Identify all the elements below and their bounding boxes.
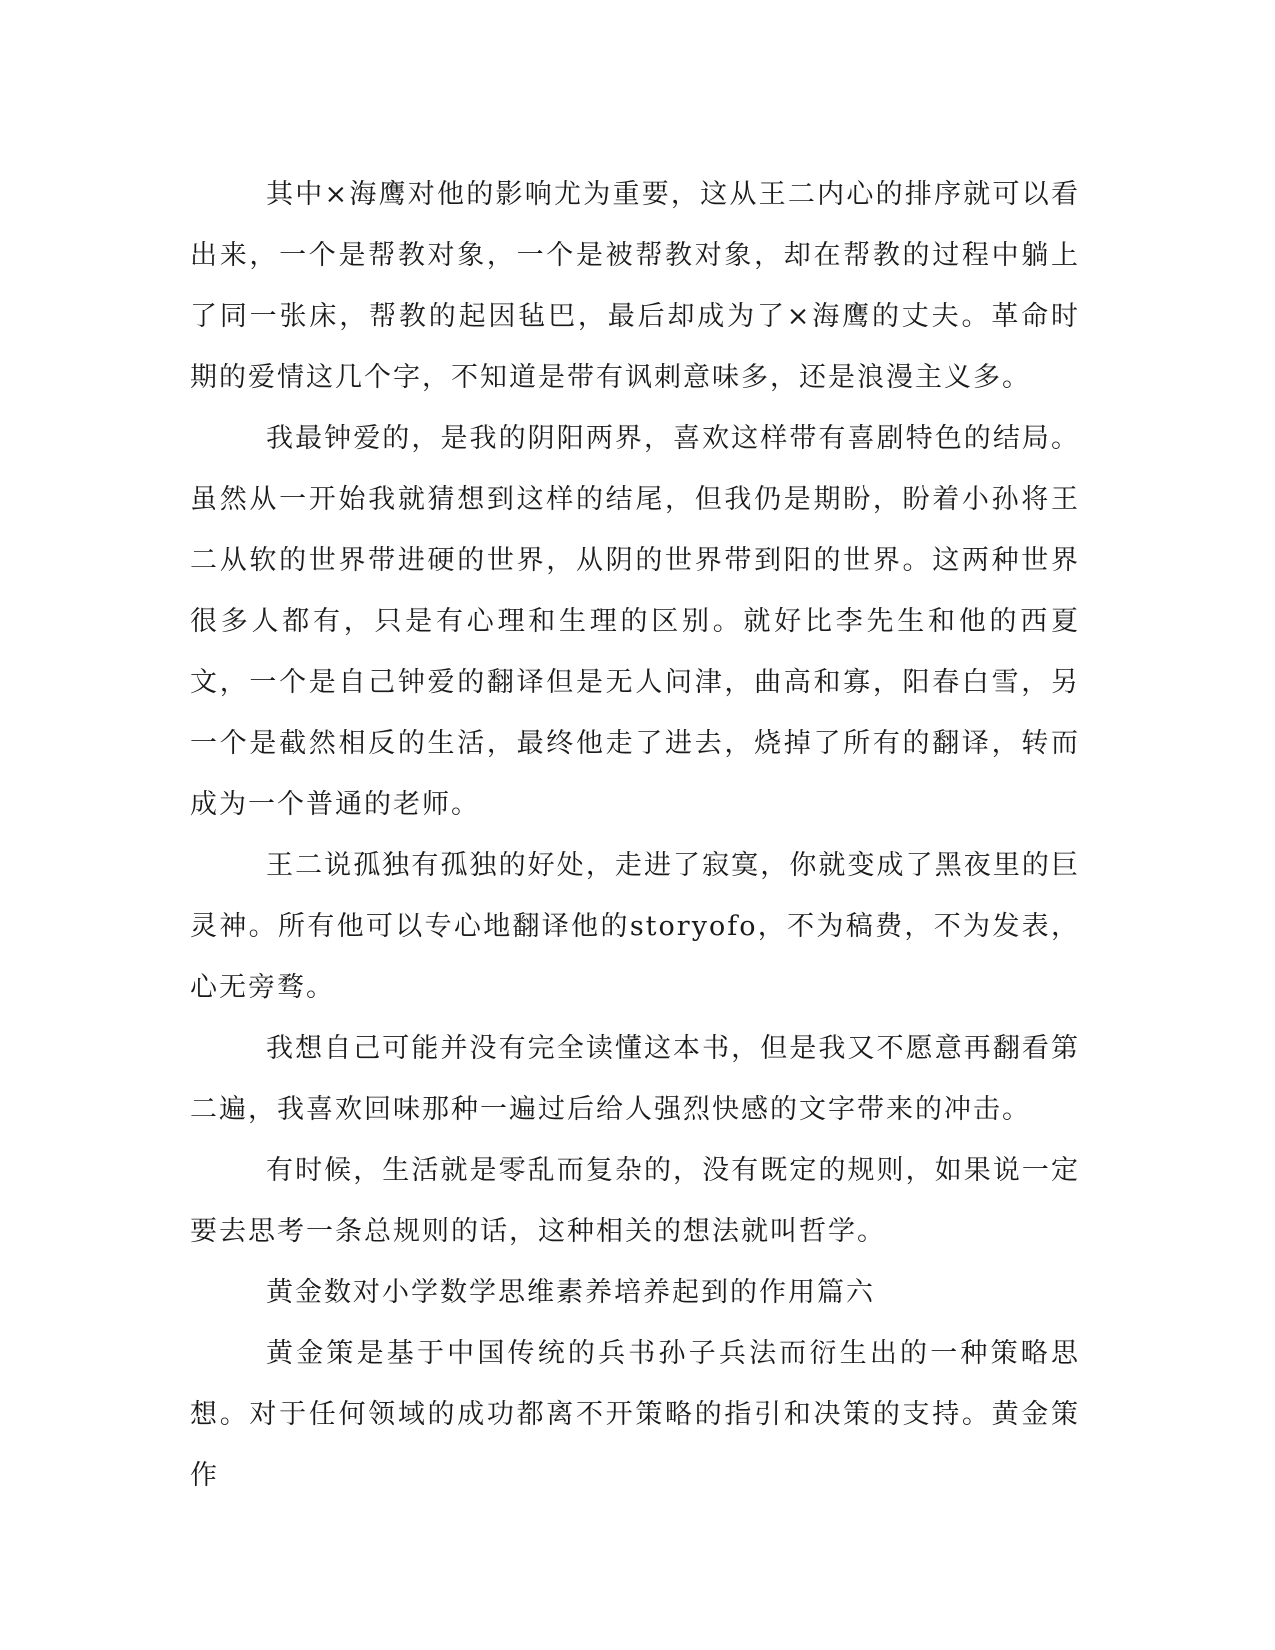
paragraph-4: 我想自己可能并没有完全读懂这本书，但是我又不愿意再翻看第二遍，我喜欢回味那种一遍过后给人强烈快感的文字带来的冲击。 xyxy=(190,1033,1080,1125)
paragraph-5: 有时候，生活就是零乱而复杂的，没有既定的规则，如果说一定要去思考一条总规则的话，这种相关的想法就叫哲学。 xyxy=(190,1155,1080,1247)
paragraph-6: 黄金策是基于中国传统的兵书孙子兵法而衍生出的一种策略思想。对于任何领域的成功都离不开策略的指引和决策的支持。黄金策作 xyxy=(190,1338,1080,1491)
section-heading: 黄金数对小学数学思维素养培养起到的作用篇六 xyxy=(266,1277,875,1308)
paragraph-2: 我最钟爱的，是我的阴阳两界，喜欢这样带有喜剧特色的结局。虽然从一开始我就猜想到这样的结尾，但我仍是期盼，盼着小孙将王二从软的世界带进硬的世界，从阴的世界带到阳的世界。这两种世界很多人都有，只是有心理和生理的区别。就好比李先生和他的西夏文，一个是自己钟爱的翻译但是无人问津，曲高和寡，阳春白雪，另一个是截然相反的生活，最终他走了进去，烧掉了所有的翻译，转而成为一个普通的老师。 xyxy=(190,423,1080,820)
paragraph-1: 其中×海鹰对他的影响尤为重要，这从王二内心的排序就可以看出来，一个是帮教对象，一个是被帮教对象，却在帮教的过程中躺上了同一张床，帮教的起因毡巴，最后却成为了×海鹰的丈夫。革命时期的爱情这几个字，不知道是带有讽刺意味多，还是浪漫主义多。 xyxy=(190,179,1080,393)
document-body xyxy=(190,164,1080,1506)
paragraph-3: 王二说孤独有孤独的好处，走进了寂寞，你就变成了黑夜里的巨灵神。所有他可以专心地翻译他的storyofo，不为稿费，不为发表，心无旁骛。 xyxy=(190,850,1080,1003)
